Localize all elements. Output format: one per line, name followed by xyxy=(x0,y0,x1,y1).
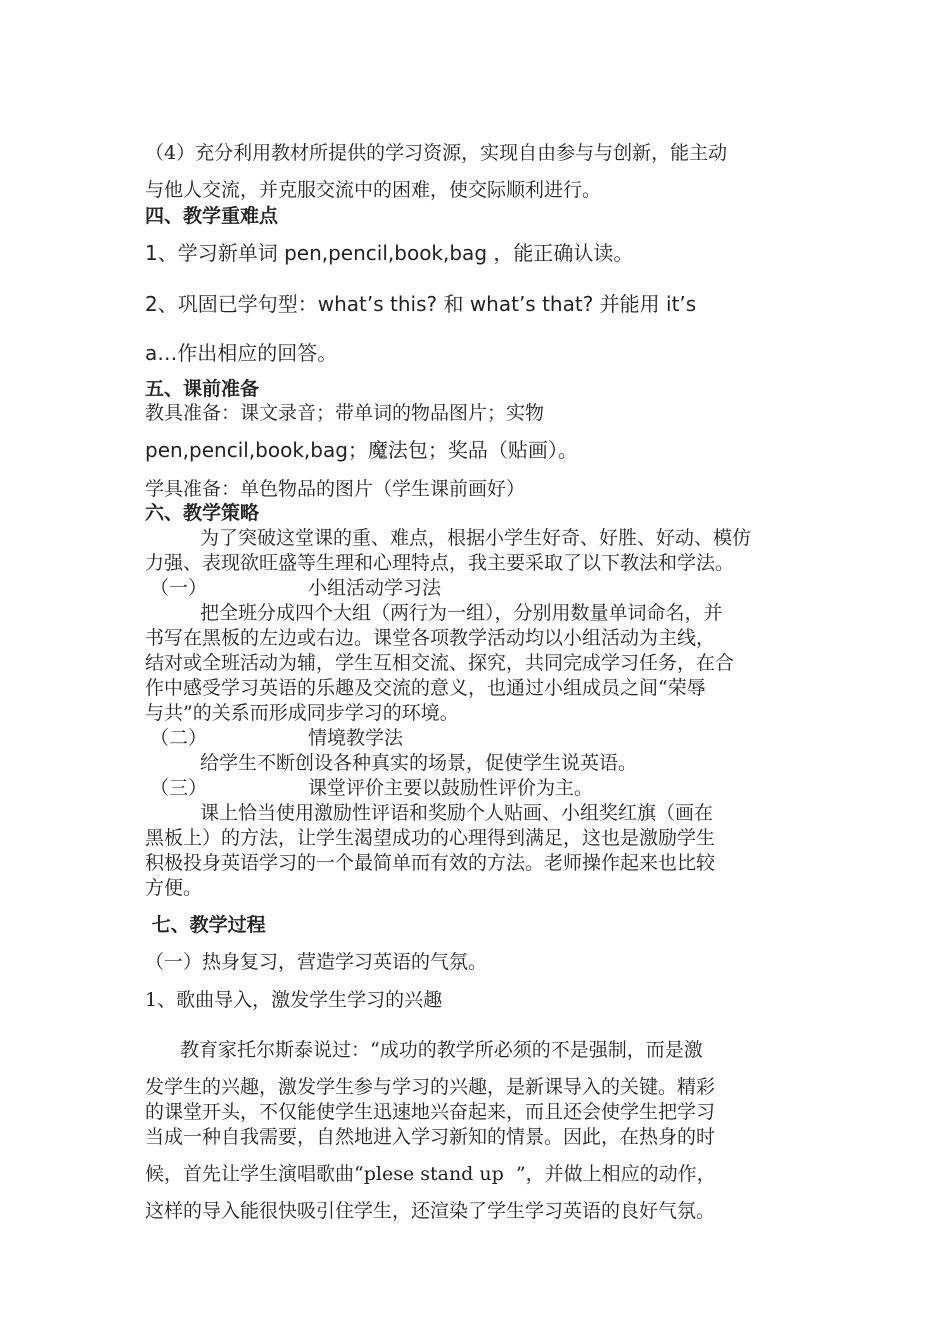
subsection-title: 小组活动学习法 xyxy=(308,577,442,599)
paragraph-line: 教育家托尔斯泰说过：“成功的教学所必须的不是强制，而是激 xyxy=(180,1039,703,1061)
paragraph-line: 当成一种自我需要，自然地进入学习新知的情景。因此，在热身的时 xyxy=(145,1126,716,1148)
paragraph-line: 作中感受学习英语的乐趣及交流的意义，也通过小组成员之间“荣辱 xyxy=(145,677,706,699)
paragraph-line: pen,pencil,book,bag；魔法包；奖品（贴画）。 xyxy=(145,438,578,462)
subsection-number: （二） xyxy=(150,727,208,749)
section-heading-7: 七、教学过程 xyxy=(145,914,266,936)
paragraph-line: 1、歌曲导入，激发学生学习的兴趣 xyxy=(145,989,443,1011)
paragraph-line: 书写在黑板的左边或右边。课堂各项教学活动均以小组活动为主线， xyxy=(145,627,716,649)
paragraph-line: 积极投身英语学习的一个最简单而有效的方法。老师操作起来也比较 xyxy=(145,852,716,874)
subsection-number: （一） xyxy=(150,577,208,599)
paragraph-line: 发学生的兴趣，激发学生参与学习的兴趣，是新课导入的关键。精彩 xyxy=(145,1076,716,1098)
paragraph-line: 的课堂开头，不仅能使学生迅速地兴奋起来，而且还会使学生把学习 xyxy=(145,1101,716,1123)
paragraph-line: 给学生不断创设各种真实的场景，促使学生说英语。 xyxy=(200,752,638,774)
paragraph-line: 与共”的关系而形成同步学习的环境。 xyxy=(145,702,459,724)
paragraph-line: 方便。 xyxy=(145,877,203,899)
section-heading-4: 四、教学重难点 xyxy=(145,205,279,227)
paragraph-line: 教具准备：课文录音；带单词的物品图片；实物 xyxy=(145,402,545,424)
paragraph-line: 黑板上）的方法，让学生渴望成功的心理得到满足，这也是激励学生 xyxy=(145,827,716,849)
paragraph-line: 1、学习新单词 pen,pencil,book,bag ，能正确认读。 xyxy=(145,241,634,265)
subsection-number: （三） xyxy=(150,777,208,799)
paragraph-line: （4）充分利用教材所提供的学习资源，实现自由参与与创新，能主动 xyxy=(145,142,728,164)
subsection-title: 课堂评价主要以鼓励性评价为主。 xyxy=(308,777,594,799)
paragraph-line: 与他人交流，并克服交流中的困难，使交际顺利进行。 xyxy=(145,179,602,201)
paragraph-line: 为了突破这堂课的重、难点，根据小学生好奇、好胜、好动、模仿 xyxy=(200,527,752,549)
paragraph-line: 结对或全班活动为辅，学生互相交流、探究，共同完成学习任务，在合 xyxy=(145,652,735,674)
paragraph-line: 这样的导入能很快吸引住学生，还渲染了学生学习英语的良好气氛。 xyxy=(145,1200,716,1222)
paragraph-line: 力强、表现欲旺盛等生理和心理特点，我主要采取了以下教法和学法。 xyxy=(145,552,735,574)
paragraph-line: 课上恰当使用激励性评语和奖励个人贴画、小组奖红旗（画在 xyxy=(200,802,714,824)
paragraph-line: 候，首先让学生演唱歌曲“plese stand up ”，并做上相应的动作， xyxy=(145,1163,716,1185)
subsection-title: 情境教学法 xyxy=(308,727,404,749)
paragraph-line: 2、巩固已学句型：what’s this? 和 what’s that? 并能用 it’s xyxy=(145,292,697,316)
section-heading-6: 六、教学策略 xyxy=(145,502,260,524)
paragraph-line: 把全班分成四个大组（两行为一组），分别用数量单词命名，并 xyxy=(200,602,723,624)
paragraph-line: （一）热身复习，营造学习英语的气氛。 xyxy=(145,951,488,973)
section-heading-5: 五、课前准备 xyxy=(145,378,260,400)
paragraph-line: a…作出相应的回答。 xyxy=(145,341,338,365)
paragraph-line: 学具准备：单色物品的图片（学生课前画好） xyxy=(145,478,526,500)
